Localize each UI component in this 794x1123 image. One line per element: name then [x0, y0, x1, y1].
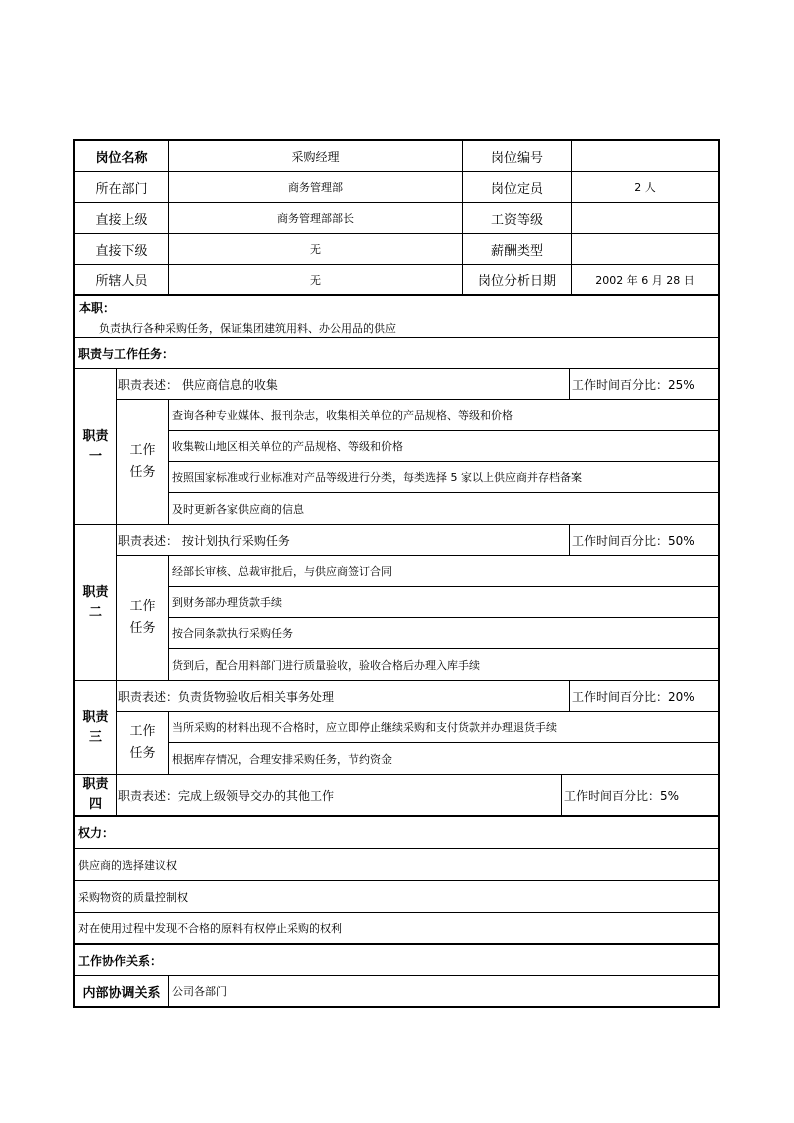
authority-item: 供应商的选择建议权 — [73, 849, 720, 881]
duty-tasks-row — [117, 556, 718, 680]
task-list — [169, 556, 718, 680]
task-item: 及时更新各家供应商的信息 — [172, 502, 304, 516]
staff-value: 无 — [169, 265, 463, 294]
tasks-label: 工作任务 — [117, 400, 169, 524]
task-item: 当所采购的材料出现不合格时，应立即停止继续采购和支付货款并办理退货手续 — [169, 712, 718, 743]
task-item: 收集鞍山地区相关单位的产品规格、等级和价格 — [169, 431, 718, 462]
task-item: 按合同条款执行采购任务 — [169, 618, 718, 649]
staff-label: 所辖人员 — [75, 265, 169, 294]
internal-cooperation-row — [73, 976, 720, 1008]
duty-content — [117, 525, 718, 680]
header-row — [75, 172, 718, 203]
duty-time-percentage: 工作时间百分比：50% — [572, 533, 695, 548]
subordinate-label: 直接下级 — [75, 234, 169, 264]
duty-block — [73, 525, 720, 681]
duties-list — [73, 369, 720, 817]
duty-description: 职责表述： 按计划执行采购任务 — [117, 525, 570, 555]
task-item: 根据库存情况，合理安排采购任务，节约资金 — [172, 752, 392, 766]
authority-item: 对在使用过程中发现不合格的原料有权停止采购的权利 — [73, 913, 720, 945]
duty-label: 职责一 — [75, 369, 117, 524]
task-item: 按照国家标准或行业标准对产品等级进行分类，每类选择 5 家以上供应商并存档备案 — [169, 462, 718, 493]
duty-tasks-row — [117, 400, 718, 524]
main-duty-text: 负责执行各种采购任务，保证集团建筑用料、办公用品的供应 — [99, 322, 396, 335]
position-code-label: 岗位编号 — [463, 141, 572, 171]
superior-value: 商务管理部部长 — [169, 203, 463, 233]
internal-cooperation-label: 内部协调关系 — [75, 976, 169, 1006]
authority-item: 采购物资的质量控制权 — [73, 881, 720, 913]
duty-time-percentage: 工作时间百分比：25% — [572, 377, 695, 392]
pay-type-label: 薪酬类型 — [463, 234, 572, 264]
department-label: 所在部门 — [75, 172, 169, 202]
superior-label: 直接上级 — [75, 203, 169, 233]
task-item: 货到后，配合用料部门进行质量验收，验收合格后办理入库手续 — [172, 658, 480, 672]
header-row — [75, 234, 718, 265]
header-row — [75, 141, 718, 172]
duty-label: 职责四 — [75, 775, 117, 815]
job-description-document — [73, 139, 720, 1008]
authority-list — [73, 849, 720, 945]
pay-type-value — [572, 234, 718, 264]
duty-description-row — [117, 775, 718, 815]
analysis-date-label: 岗位分析日期 — [463, 265, 572, 294]
header-row — [75, 265, 718, 296]
duty-content — [117, 775, 718, 815]
duty-label: 职责二 — [75, 525, 117, 680]
tasks-label: 工作任务 — [117, 712, 169, 774]
main-duty-section — [73, 296, 720, 338]
duty-content — [117, 681, 718, 774]
department-value: 商务管理部 — [169, 172, 463, 202]
duty-label: 职责三 — [75, 681, 117, 774]
duty-tasks-row — [117, 712, 718, 774]
task-list — [169, 400, 718, 524]
analysis-date-value: 2002 年 6 月 28 日 — [595, 273, 695, 287]
position-code-value — [572, 141, 718, 171]
position-name-label: 岗位名称 — [75, 141, 169, 171]
header-row — [75, 203, 718, 234]
headcount-label: 岗位定员 — [463, 172, 572, 202]
subordinate-value: 无 — [169, 234, 463, 264]
duty-block — [73, 681, 720, 775]
duty-block — [73, 369, 720, 525]
duty-description-row — [117, 681, 718, 712]
task-item: 到财务部办理货款手续 — [169, 587, 718, 618]
duty-time-percentage: 工作时间百分比：20% — [572, 689, 695, 704]
duty-content — [117, 369, 718, 524]
salary-grade-value — [572, 203, 718, 233]
authority-title: 权力： — [73, 817, 720, 849]
duty-description-row — [117, 525, 718, 556]
duty-description: 职责表述：负责货物验收后相关事务处理 — [117, 681, 570, 711]
duty-description: 职责表述：完成上级领导交办的其他工作 — [117, 775, 562, 815]
task-list — [169, 712, 718, 774]
duty-description: 职责表述： 供应商信息的收集 — [117, 369, 570, 399]
duty-description-row — [117, 369, 718, 400]
task-item: 查询各种专业媒体、报刊杂志，收集相关单位的产品规格、等级和价格 — [169, 400, 718, 431]
main-duty-title: 本职： — [79, 301, 116, 315]
internal-cooperation-value: 公司各部门 — [172, 985, 227, 998]
cooperation-title: 工作协作关系： — [73, 945, 720, 976]
position-name-value: 采购经理 — [169, 141, 463, 171]
duty-block — [73, 775, 720, 817]
task-item: 经部长审核、总裁审批后，与供应商签订合同 — [169, 556, 718, 587]
headcount-value: 2 人 — [634, 181, 656, 194]
duty-time-percentage: 工作时间百分比：5% — [564, 788, 680, 803]
salary-grade-label: 工资等级 — [463, 203, 572, 233]
tasks-label: 工作任务 — [117, 556, 169, 680]
duties-section-title: 职责与工作任务： — [73, 338, 720, 369]
header-info-table — [73, 139, 720, 296]
